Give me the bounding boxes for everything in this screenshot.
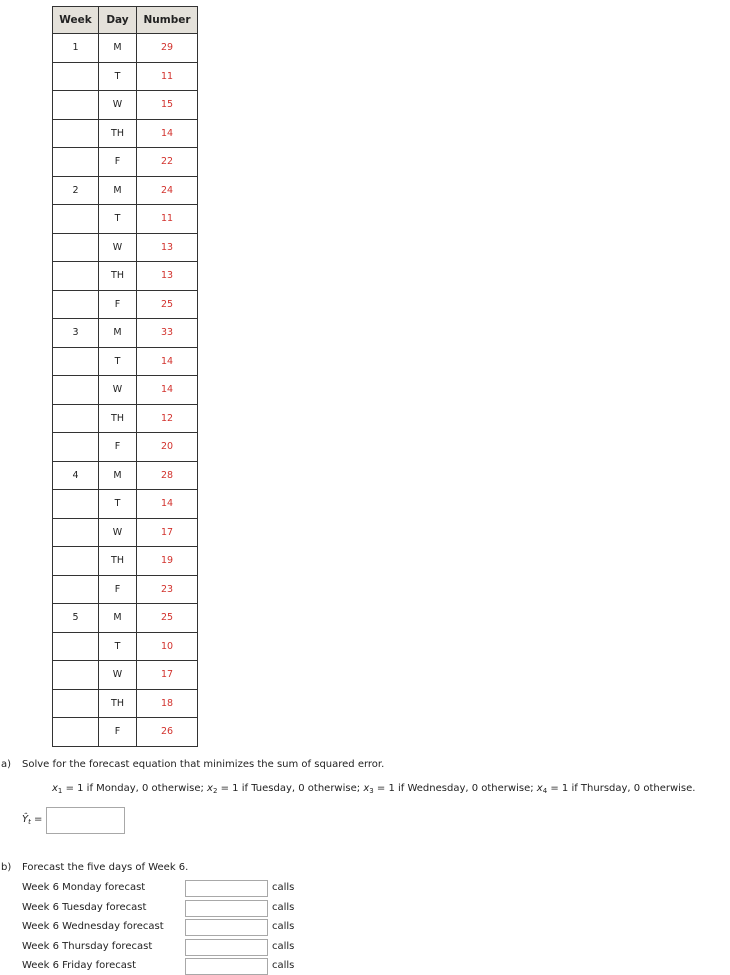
day-cell: T — [99, 62, 137, 91]
def-x1: $x_1 = 1$ if Monday, 0 otherwise; — [52, 783, 204, 795]
table-row — [53, 632, 198, 661]
tuesday-forecast-label: Week 6 Tuesday forecast — [22, 902, 147, 913]
question-a-letter: a) — [1, 759, 12, 770]
day-cell: W — [99, 91, 137, 120]
day-cell: TH — [99, 262, 137, 291]
table-row — [53, 518, 198, 547]
day-cell: M — [99, 461, 137, 490]
table-row — [53, 661, 198, 690]
thursday-forecast-label: Week 6 Thursday forecast — [22, 941, 153, 952]
week-cell — [53, 347, 99, 376]
calls-data-table — [52, 6, 198, 747]
number-cell: 13 — [137, 233, 198, 262]
question-b-letter: b) — [1, 862, 12, 873]
dummy-variable-definitions — [52, 783, 695, 795]
week-cell — [53, 661, 99, 690]
day-cell: F — [99, 575, 137, 604]
number-cell: 28 — [137, 461, 198, 490]
week-cell — [53, 575, 99, 604]
table-row — [53, 262, 198, 291]
wednesday-forecast-input[interactable] — [185, 919, 268, 936]
thursday-unit: calls — [272, 941, 295, 952]
day-cell: W — [99, 661, 137, 690]
day-cell: M — [99, 176, 137, 205]
monday-unit: calls — [272, 882, 295, 893]
table-row — [53, 148, 198, 177]
number-cell: 12 — [137, 404, 198, 433]
number-cell: 14 — [137, 490, 198, 519]
number-cell: 15 — [137, 91, 198, 120]
table-header-row — [53, 7, 198, 34]
week-cell — [53, 148, 99, 177]
wednesday-unit: calls — [272, 921, 295, 932]
day-cell: F — [99, 718, 137, 747]
def-x3: $x_3 = 1$ if Wednesday, 0 otherwise; — [363, 783, 534, 795]
table-row — [53, 461, 198, 490]
week-cell — [53, 290, 99, 319]
week-cell — [53, 518, 99, 547]
day-cell: TH — [99, 547, 137, 576]
week-cell — [53, 632, 99, 661]
table-row — [53, 604, 198, 633]
week-cell — [53, 262, 99, 291]
tuesday-unit: calls — [272, 902, 295, 913]
number-cell: 26 — [137, 718, 198, 747]
number-cell: 22 — [137, 148, 198, 177]
day-cell: T — [99, 632, 137, 661]
wednesday-forecast-label: Week 6 Wednesday forecast — [22, 921, 164, 932]
week-cell — [53, 91, 99, 120]
week-cell — [53, 62, 99, 91]
table-row — [53, 433, 198, 462]
number-cell: 11 — [137, 62, 198, 91]
week-cell — [53, 689, 99, 718]
thursday-forecast-input[interactable] — [185, 939, 268, 956]
table-row — [53, 376, 198, 405]
week-cell: 2 — [53, 176, 99, 205]
table-row — [53, 205, 198, 234]
number-cell: 23 — [137, 575, 198, 604]
table-row — [53, 347, 198, 376]
def-x2: $x_2 = 1$ if Tuesday, 0 otherwise; — [207, 783, 361, 795]
forecast-equation-input[interactable] — [46, 807, 125, 834]
day-cell: TH — [99, 119, 137, 148]
monday-forecast-input[interactable] — [185, 880, 268, 897]
table-row — [53, 290, 198, 319]
day-cell: F — [99, 433, 137, 462]
table-row — [53, 119, 198, 148]
week-cell — [53, 376, 99, 405]
week-cell: 5 — [53, 604, 99, 633]
table-row — [53, 62, 198, 91]
table-row — [53, 547, 198, 576]
week-cell: 4 — [53, 461, 99, 490]
table-row — [53, 176, 198, 205]
day-cell: W — [99, 376, 137, 405]
day-cell: T — [99, 205, 137, 234]
table-row — [53, 319, 198, 348]
table-row — [53, 91, 198, 120]
table-row — [53, 233, 198, 262]
table-row — [53, 34, 198, 63]
friday-forecast-label: Week 6 Friday forecast — [22, 960, 137, 971]
day-cell: T — [99, 347, 137, 376]
number-cell: 14 — [137, 347, 198, 376]
number-cell: 33 — [137, 319, 198, 348]
header-week: Week — [53, 7, 99, 34]
day-cell: M — [99, 34, 137, 63]
friday-forecast-input[interactable] — [185, 958, 268, 975]
table-row — [53, 575, 198, 604]
week-cell — [53, 718, 99, 747]
week-cell: 1 — [53, 34, 99, 63]
tuesday-forecast-input[interactable] — [185, 900, 268, 917]
number-cell: 25 — [137, 290, 198, 319]
yhat-label: $Ŷ_t$ = — [22, 814, 43, 826]
number-cell: 24 — [137, 176, 198, 205]
day-cell: W — [99, 233, 137, 262]
def-x4: $x_4 = 1$ if Thursday, 0 otherwise. — [536, 783, 696, 795]
table-row — [53, 718, 198, 747]
number-cell: 11 — [137, 205, 198, 234]
number-cell: 29 — [137, 34, 198, 63]
day-cell: M — [99, 319, 137, 348]
header-day: Day — [99, 7, 137, 34]
week-cell: 3 — [53, 319, 99, 348]
number-cell: 18 — [137, 689, 198, 718]
question-a-prompt: Solve for the forecast equation that minimizes the sum of squared error. — [22, 759, 385, 770]
number-cell: 13 — [137, 262, 198, 291]
week-cell — [53, 233, 99, 262]
number-cell: 10 — [137, 632, 198, 661]
week-cell — [53, 119, 99, 148]
number-cell: 14 — [137, 119, 198, 148]
friday-unit: calls — [272, 960, 295, 971]
table-row — [53, 490, 198, 519]
day-cell: T — [99, 490, 137, 519]
day-cell: M — [99, 604, 137, 633]
day-cell: TH — [99, 689, 137, 718]
number-cell: 17 — [137, 518, 198, 547]
header-number: Number — [137, 7, 198, 34]
day-cell: F — [99, 290, 137, 319]
number-cell: 20 — [137, 433, 198, 462]
number-cell: 17 — [137, 661, 198, 690]
number-cell: 25 — [137, 604, 198, 633]
week-cell — [53, 404, 99, 433]
monday-forecast-label: Week 6 Monday forecast — [22, 882, 146, 893]
week-cell — [53, 547, 99, 576]
week-cell — [53, 433, 99, 462]
day-cell: F — [99, 148, 137, 177]
week-cell — [53, 205, 99, 234]
number-cell: 14 — [137, 376, 198, 405]
table-row — [53, 404, 198, 433]
question-b-prompt: Forecast the five days of Week 6. — [22, 862, 189, 873]
day-cell: TH — [99, 404, 137, 433]
week-cell — [53, 490, 99, 519]
number-cell: 19 — [137, 547, 198, 576]
day-cell: W — [99, 518, 137, 547]
table-row — [53, 689, 198, 718]
